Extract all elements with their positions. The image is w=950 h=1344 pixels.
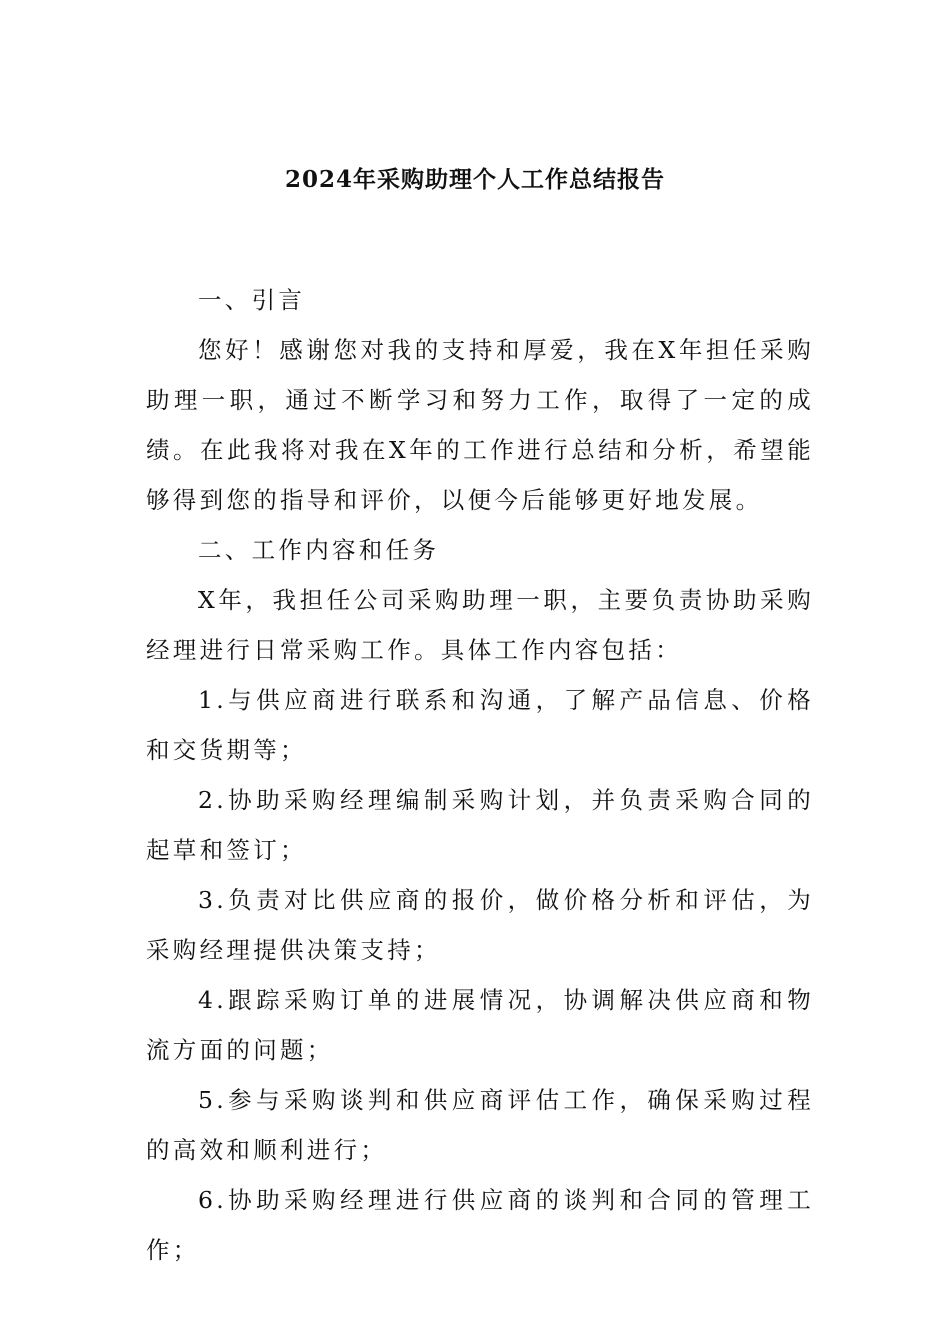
list-item-5: 5.参与采购谈判和供应商评估工作，确保采购过程的高效和顺利进行； [146, 1086, 814, 1164]
list-item-6: 6.协助采购经理进行供应商的谈判和合同的管理工作； [146, 1186, 814, 1264]
paragraph-greeting: 您好！感谢您对我的支持和厚爱，我在X年担任采购助理一职，通过不断学习和努力工作，取得了一定的成绩。在此我将对我在X年的工作进行总结和分析，希望能够得到您的指导和评价，以便今后能够更好地发展。 [146, 336, 814, 514]
section-heading-work-content: 二、工作内容和任务 [198, 536, 440, 564]
list-item-2: 2.协助采购经理编制采购计划，并负责采购合同的起草和签订； [146, 786, 814, 864]
list-item-4: 4.跟踪采购订单的进展情况，协调解决供应商和物流方面的问题； [146, 986, 814, 1064]
document-body [146, 275, 814, 1275]
list-item-3: 3.负责对比供应商的报价，做价格分析和评估，为采购经理提供决策支持； [146, 886, 814, 964]
section-heading-introduction: 一、引言 [198, 286, 306, 314]
paragraph-role-description: X年，我担任公司采购助理一职，主要负责协助采购经理进行日常采购工作。具体工作内容包括： [146, 586, 814, 664]
document-title: 2024年采购助理个人工作总结报告 [284, 166, 665, 193]
list-item-1: 1.与供应商进行联系和沟通，了解产品信息、价格和交货期等； [146, 686, 814, 764]
